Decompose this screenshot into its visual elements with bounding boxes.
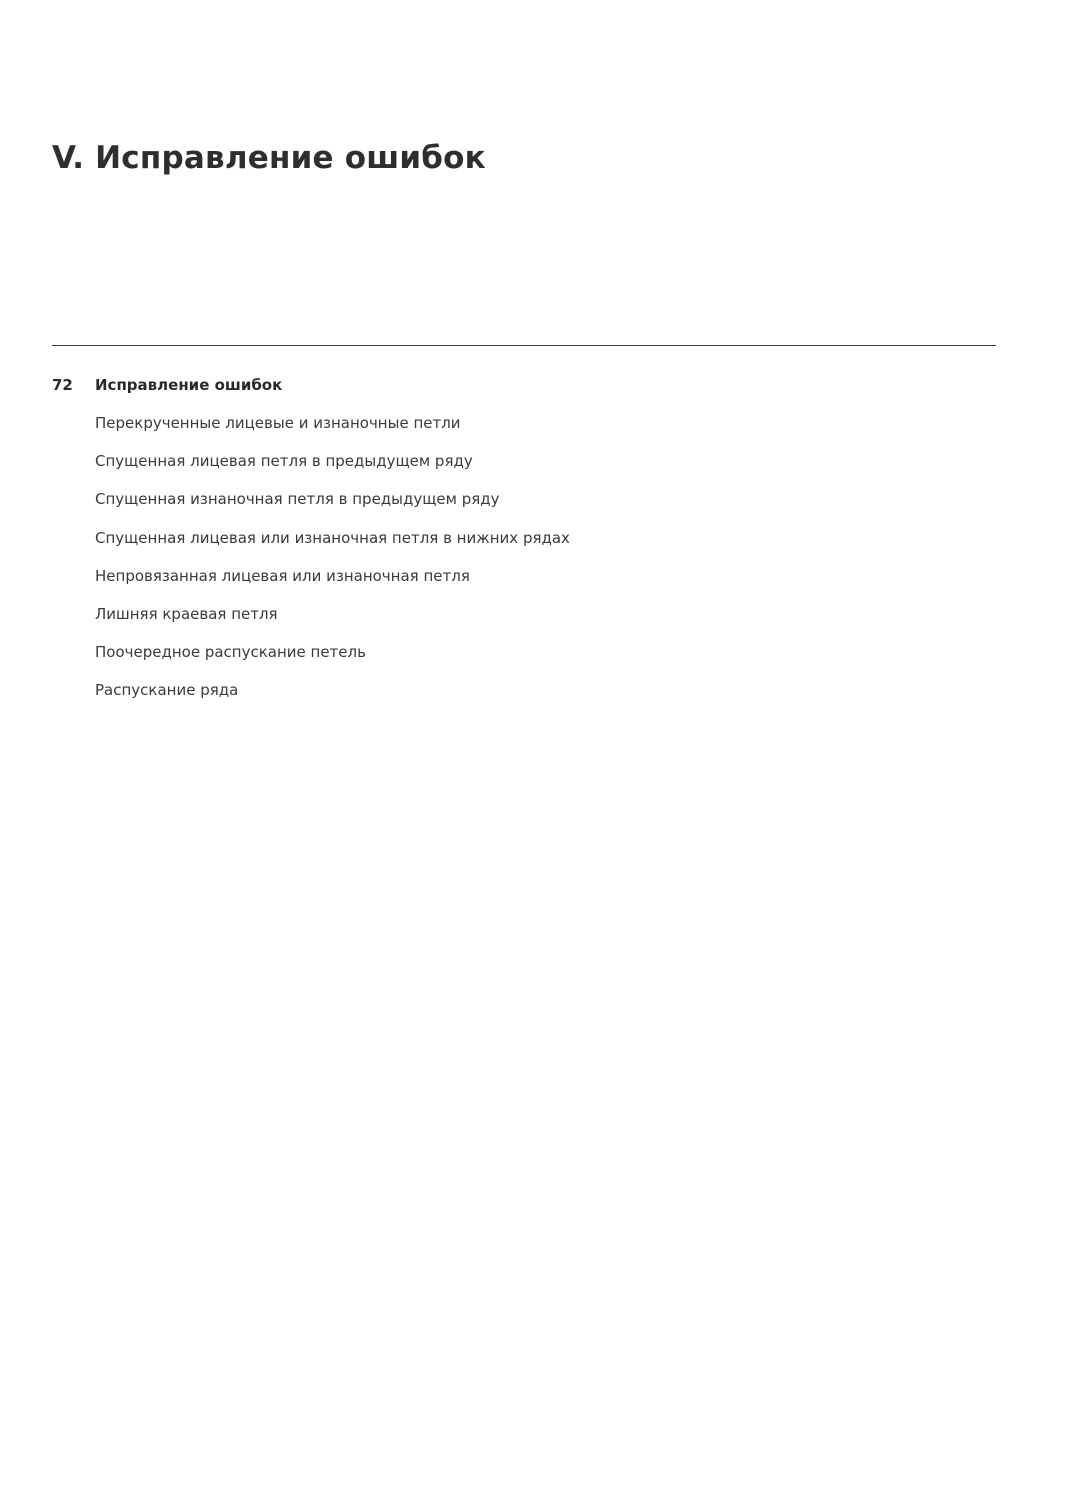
toc-item: Лишняя краевая петля: [95, 604, 278, 623]
chapter-title: V. Исправление ошибок: [52, 140, 486, 176]
toc-section-title: Исправление ошибок: [95, 376, 283, 394]
toc-page-number: 72: [52, 376, 73, 394]
toc-item: Спущенная изнаночная петля в предыдущем ряду: [95, 490, 500, 509]
toc-item: Поочередное распускание петель: [95, 643, 366, 662]
toc-item: Перекрученные лицевые и изнаночные петли: [95, 414, 461, 432]
divider-rule: [52, 345, 996, 346]
toc-section-heading: [52, 376, 952, 402]
table-of-contents: [52, 376, 952, 720]
toc-item: Спущенная лицевая петля в предыдущем ряду: [95, 452, 473, 471]
toc-item: Распускание ряда: [95, 681, 239, 700]
toc-item: Непровязанная лицевая или изнаночная петля: [95, 566, 470, 585]
toc-item-list: [95, 414, 952, 720]
toc-item: Спущенная лицевая или изнаночная петля в нижних рядах: [95, 528, 570, 547]
